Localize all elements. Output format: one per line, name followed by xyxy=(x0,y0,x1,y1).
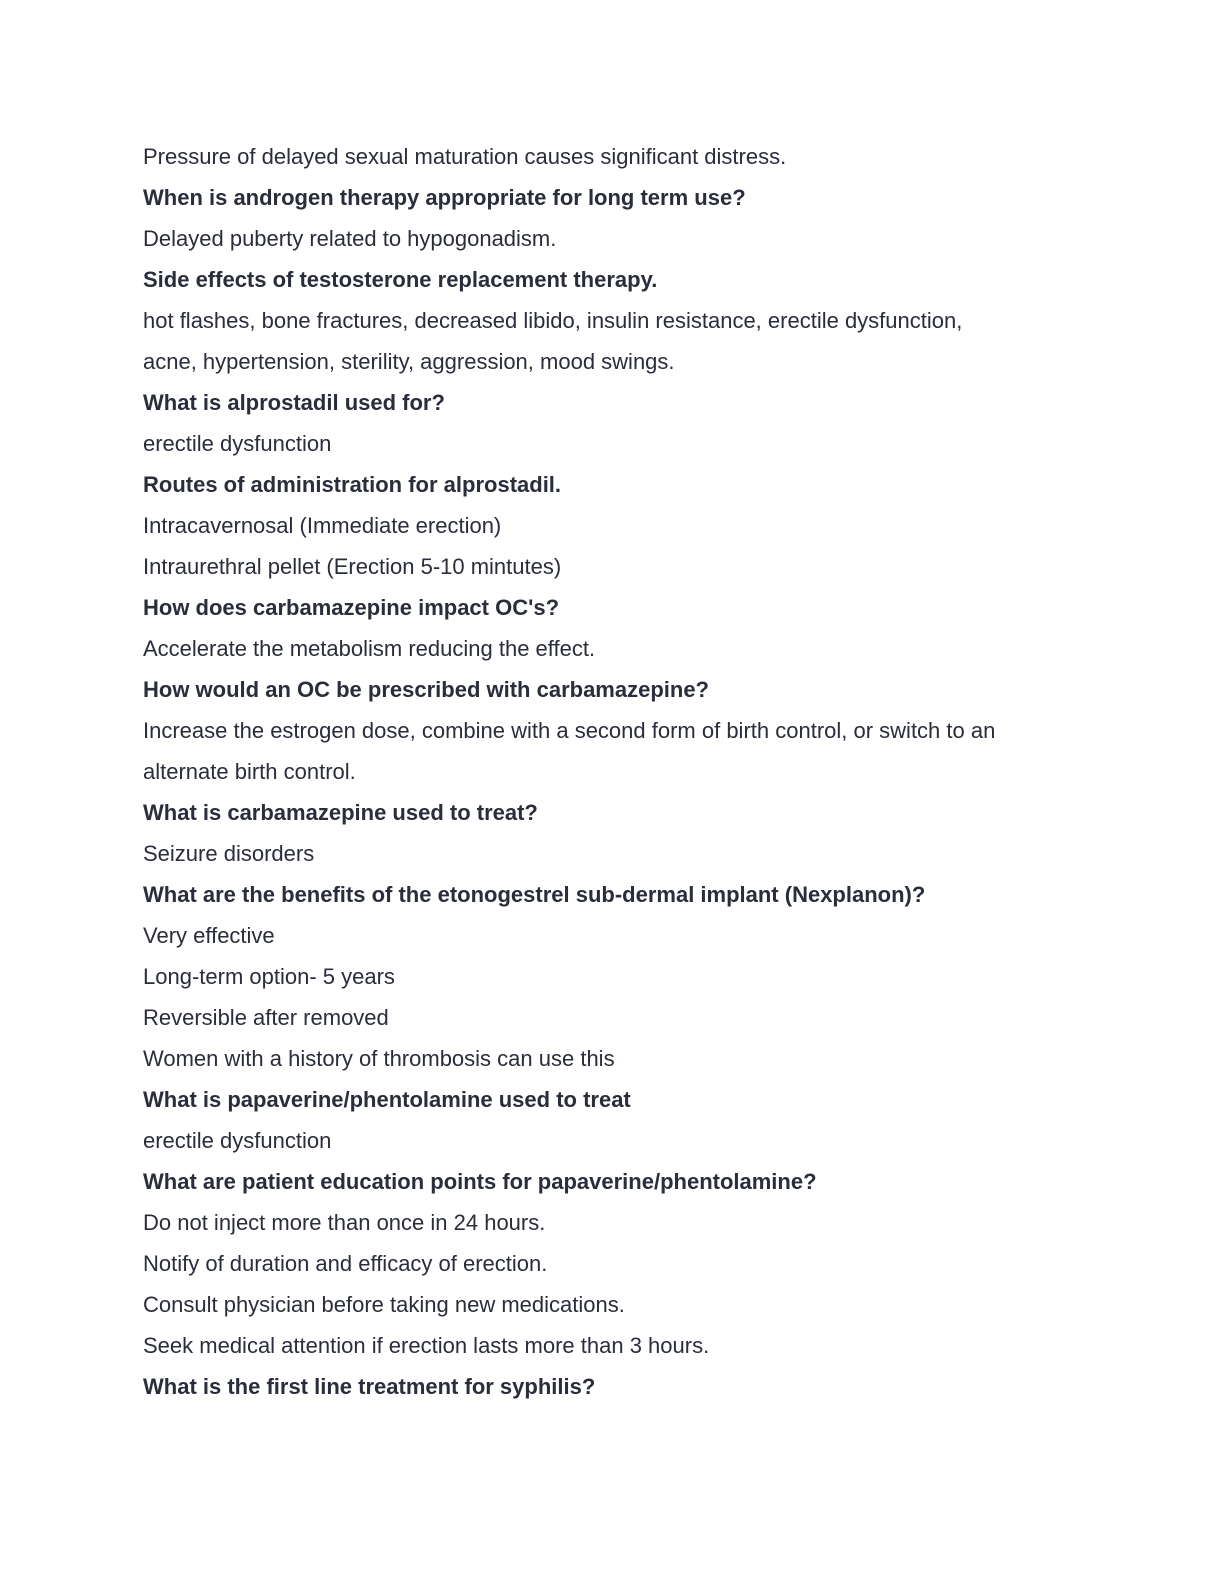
question-heading: How does carbamazepine impact OC's? xyxy=(143,595,560,620)
question-heading: What is the first line treatment for syphilis? xyxy=(143,1374,596,1399)
question-heading: How would an OC be prescribed with carbamazepine? xyxy=(143,677,709,702)
answer-text: erectile dysfunction xyxy=(143,431,332,456)
answer-text: Delayed puberty related to hypogonadism. xyxy=(143,226,557,251)
answer-text: Consult physician before taking new medications. xyxy=(143,1292,625,1317)
answer-text: Accelerate the metabolism reducing the effect. xyxy=(143,636,596,661)
question-heading: What is alprostadil used for? xyxy=(143,390,445,415)
answer-text: Increase the estrogen dose, combine with a second form of birth control, or switch to an xyxy=(143,718,996,743)
answer-text: Reversible after removed xyxy=(143,1005,389,1030)
question-heading: What is papaverine/phentolamine used to treat xyxy=(143,1087,631,1112)
answer-text: Notify of duration and efficacy of erection. xyxy=(143,1251,548,1276)
question-heading: When is androgen therapy appropriate for long term use? xyxy=(143,185,746,210)
answer-text: Seek medical attention if erection lasts more than 3 hours. xyxy=(143,1333,710,1358)
answer-text: Seizure disorders xyxy=(143,841,315,866)
answer-text: Intracavernosal (Immediate erection) xyxy=(143,513,502,538)
answer-text: erectile dysfunction xyxy=(143,1128,332,1153)
answer-text: Very effective xyxy=(143,923,275,948)
answer-text: Long-term option- 5 years xyxy=(143,964,395,989)
answer-text: Pressure of delayed sexual maturation causes significant distress. xyxy=(143,144,787,169)
question-heading: Side effects of testosterone replacement therapy. xyxy=(143,267,658,292)
document-page xyxy=(143,136,1103,1407)
answer-text: Do not inject more than once in 24 hours. xyxy=(143,1210,546,1235)
answer-text: acne, hypertension, sterility, aggression, mood swings. xyxy=(143,349,675,374)
question-heading: Routes of administration for alprostadil. xyxy=(143,472,562,497)
question-heading: What are the benefits of the etonogestrel sub-dermal implant (Nexplanon)? xyxy=(143,882,926,907)
question-heading: What are patient education points for papaverine/phentolamine? xyxy=(143,1169,817,1194)
answer-text: alternate birth control. xyxy=(143,759,356,784)
answer-text: hot flashes, bone fractures, decreased libido, insulin resistance, erectile dysfunction, xyxy=(143,308,963,333)
answer-text: Intraurethral pellet (Erection 5-10 mintutes) xyxy=(143,554,562,579)
question-heading: What is carbamazepine used to treat? xyxy=(143,800,538,825)
answer-text: Women with a history of thrombosis can use this xyxy=(143,1046,615,1071)
